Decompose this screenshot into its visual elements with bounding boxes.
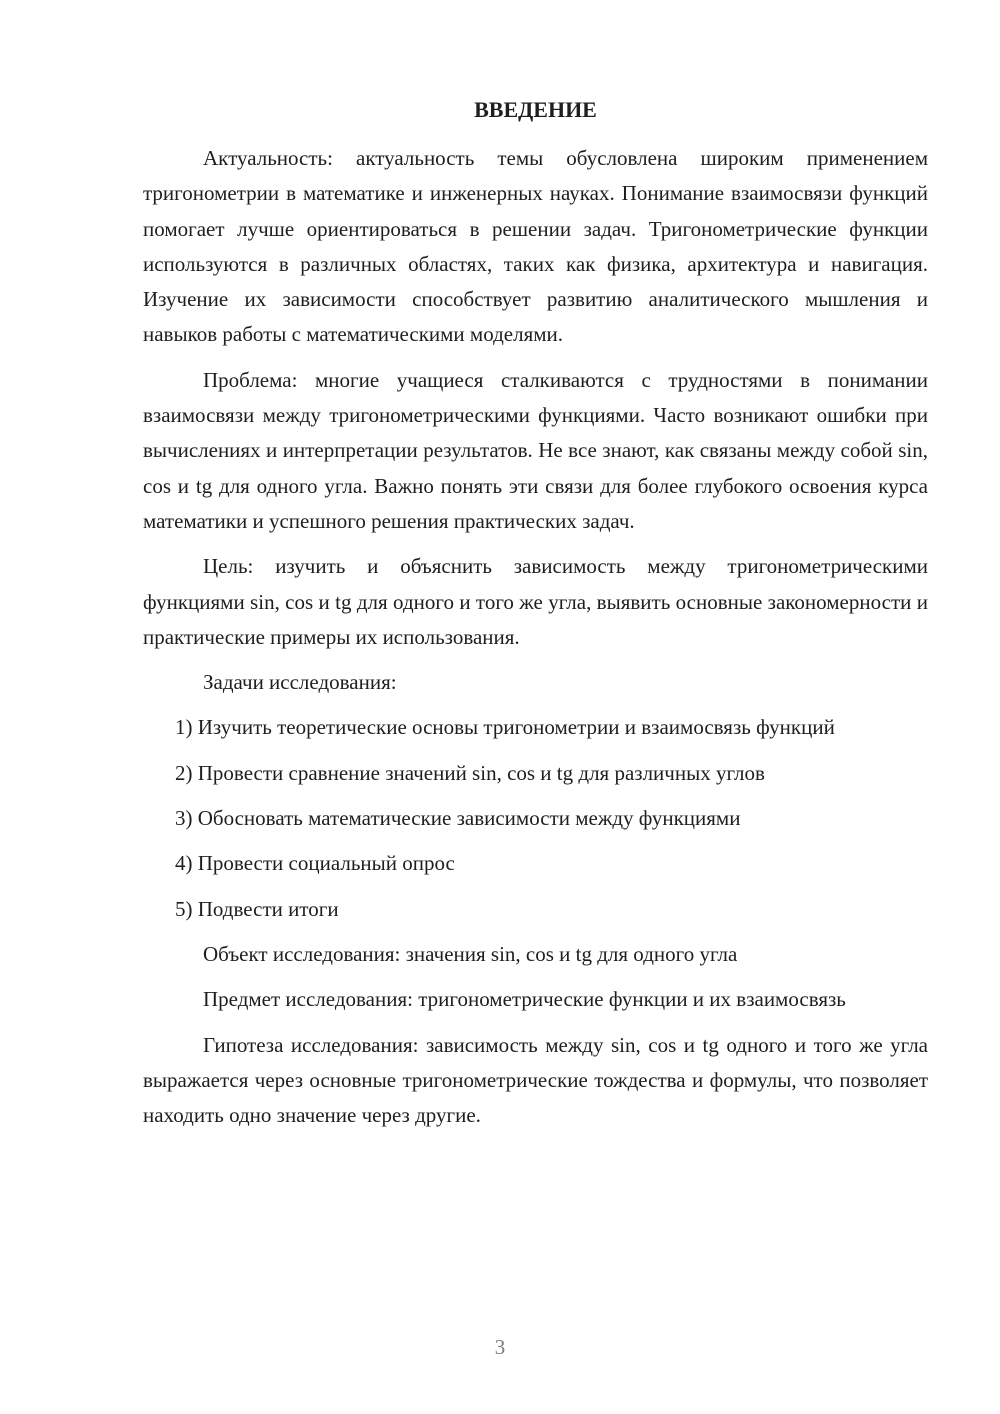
problem-paragraph: Проблема: многие учащиеся сталкиваются с трудностями в понимании взаимосвязи между тригонометрическими функциями. Часто возникают ошибки при вычислениях и интерпретации результатов. Не все знают, как связаны между собой sin, cos и tg для одного угла. Важно понять эти связи для более глубокого освоения курса математики и успешного решения практических задач. <box>143 367 928 533</box>
task-item-4: 4) Провести социальный опрос <box>175 851 455 876</box>
task-item-1: 1) Изучить теоретические основы тригонометрии и взаимосвязь функций <box>175 715 835 740</box>
hypothesis-paragraph: Гипотеза исследования: зависимость между sin, cos и tg одного и того же угла выражается через основные тригонометрические тождества и формулы, что позволяет находить одно значение через другие. <box>143 1032 928 1128</box>
page-title: ВВЕДЕНИЕ <box>474 97 597 122</box>
object-paragraph: Объект исследования: значения sin, cos и tg для одного угла <box>203 941 738 966</box>
task-item-5: 5) Подвести итоги <box>175 896 339 921</box>
task-item-3: 3) Обосновать математические зависимости между функциями <box>175 806 741 831</box>
relevance-paragraph: Актуальность: актуальность темы обусловлена широким применением тригонометрии в математике и инженерных науках. Понимание взаимосвязи функций помогает лучше ориентироваться в решении задач. Тригонометрические функции используются в различных областях, таких как физика, архитектура и навигация. Изучение их зависимости способствует развитию аналитического мышления и навыков работы с математическими моделями. <box>143 146 928 347</box>
tasks-heading: Задачи исследования: <box>203 670 397 695</box>
task-item-2: 2) Провести сравнение значений sin, cos и tg для различных углов <box>175 760 765 785</box>
page-number: 3 <box>494 1335 506 1359</box>
subject-paragraph: Предмет исследования: тригонометрические функции и их взаимосвязь <box>203 987 846 1012</box>
goal-paragraph: Цель: изучить и объяснить зависимость между тригонометрическими функциями sin, cos и tg для одного и того же угла, выявить основные закономерности и практические примеры их использования. <box>143 554 928 649</box>
page-body <box>143 92 928 1133</box>
